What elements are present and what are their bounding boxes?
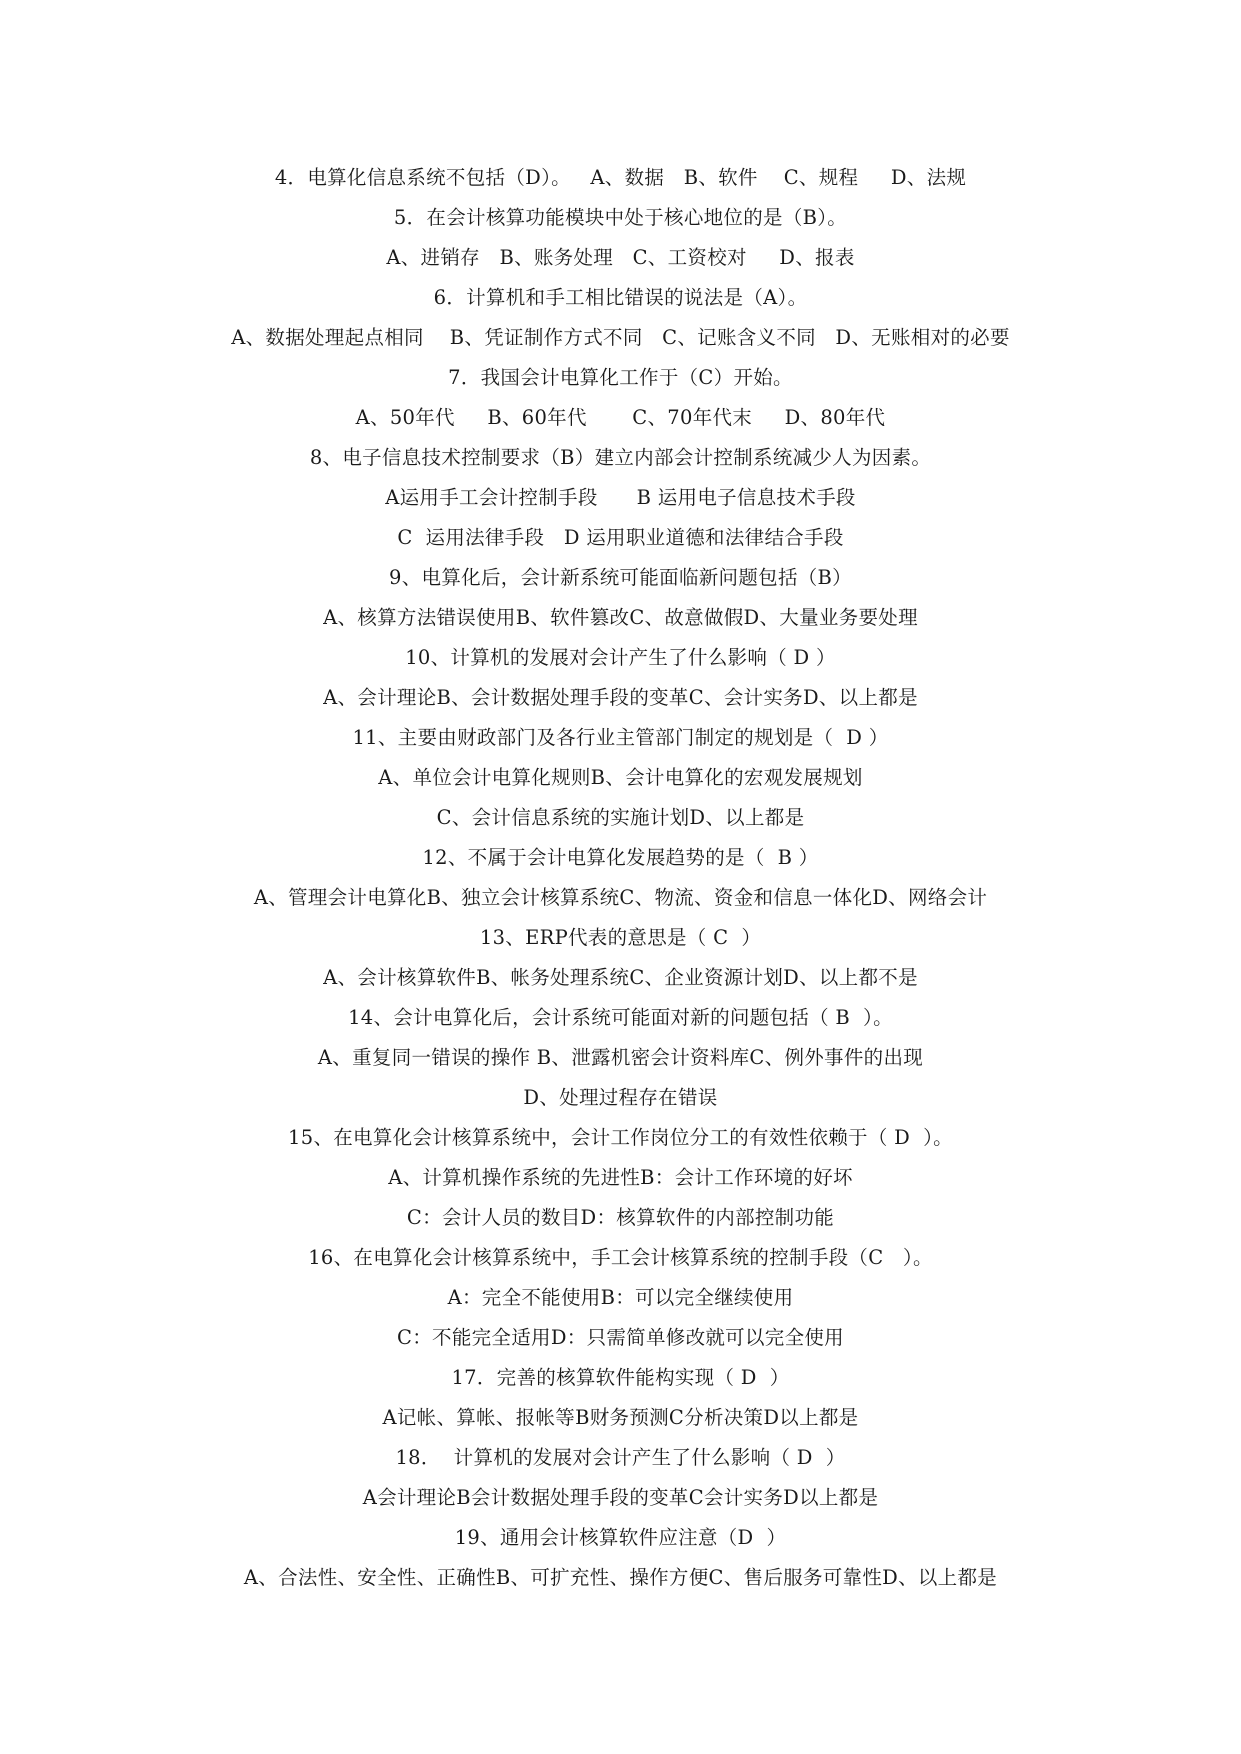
question-10-line: 10、计算机的发展对会计产生了什么影响（ D ） xyxy=(405,646,836,669)
question-7-line: 7．我国会计电算化工作于（C）开始。 xyxy=(448,366,793,389)
question-16-options-cd: C：不能完全适用D：只需简单修改就可以完全使用 xyxy=(397,1326,844,1349)
question-11-options-cd: C、会计信息系统的实施计划D、以上都是 xyxy=(436,806,805,829)
question-6-options: A、数据处理起点相同 B、凭证制作方式不同 C、记账含义不同 D、无账相对的必要 xyxy=(231,326,1010,349)
question-10-options: A、会计理论B、会计数据处理手段的变革C、会计实务D、以上都是 xyxy=(323,686,918,709)
question-13-line: 13、ERP代表的意思是（ C ） xyxy=(479,926,762,949)
question-17-options: A记帐、算帐、报帐等B财务预测C分析决策D以上都是 xyxy=(382,1406,859,1429)
question-12-line: 12、不属于会计电算化发展趋势的是（ B ） xyxy=(422,846,819,869)
question-15-options-ab: A、计算机操作系统的先进性B：会计工作环境的好坏 xyxy=(388,1166,853,1189)
question-4-line: 4．电算化信息系统不包括（D）。 A、数据 B、软件 C、规程 D、法规 xyxy=(274,166,967,189)
question-11-options-ab: A、单位会计电算化规则B、会计电算化的宏观发展规划 xyxy=(378,766,863,789)
question-15-line: 15、在电算化会计核算系统中，会计工作岗位分工的有效性依赖于（ D ）。 xyxy=(288,1126,953,1149)
question-8-line: 8、电子信息技术控制要求（B）建立内部会计控制系统减少人为因素。 xyxy=(309,446,932,469)
question-11-line: 11、主要由财政部门及各行业主管部门制定的规划是（ D ） xyxy=(352,726,889,749)
question-13-options: A、会计核算软件B、帐务处理系统C、企业资源计划D、以上都不是 xyxy=(323,966,918,989)
question-19-options: A、合法性、安全性、正确性B、可扩充性、操作方便C、售后服务可靠性D、以上都是 xyxy=(243,1566,998,1589)
question-8-options-cd: C 运用法律手段 D 运用职业道德和法律结合手段 xyxy=(397,526,844,549)
question-14-options-d: D、处理过程存在错误 xyxy=(523,1086,718,1109)
question-12-options: A、管理会计电算化B、独立会计核算系统C、物流、资金和信息一体化D、网络会计 xyxy=(253,886,988,909)
question-18-line: 18． 计算机的发展对会计产生了什么影响（ D ） xyxy=(395,1446,846,1469)
question-8-options-ab: A运用手工会计控制手段 B 运用电子信息技术手段 xyxy=(385,486,856,509)
question-15-options-cd: C：会计人员的数目D：核算软件的内部控制功能 xyxy=(406,1206,835,1229)
question-17-line: 17．完善的核算软件能构实现（ D ） xyxy=(451,1366,790,1389)
question-5-options: A、进销存 B、账务处理 C、工资校对 D、报表 xyxy=(386,246,855,269)
question-14-options-abc: A、重复同一错误的操作 B、泄露机密会计资料库C、例外事件的出现 xyxy=(317,1046,924,1069)
question-7-options: A、50年代 B、60年代 C、70年代末 D、80年代 xyxy=(355,406,886,429)
question-6-line: 6．计算机和手工相比错误的说法是（A）。 xyxy=(433,286,808,309)
question-9-options: A、核算方法错误使用B、软件篡改C、故意做假D、大量业务要处理 xyxy=(323,606,918,629)
question-18-options: A会计理论B会计数据处理手段的变革C会计实务D以上都是 xyxy=(362,1486,879,1509)
document-page xyxy=(0,158,1241,1598)
question-5-line: 5．在会计核算功能模块中处于核心地位的是（B）。 xyxy=(393,206,848,229)
question-19-line: 19、通用会计核算软件应注意（D ） xyxy=(454,1526,787,1549)
question-16-line: 16、在电算化会计核算系统中，手工会计核算系统的控制手段（C ）。 xyxy=(308,1246,933,1269)
question-14-line: 14、会计电算化后，会计系统可能面对新的问题包括（ B ）。 xyxy=(348,1006,893,1029)
question-9-line: 9、电算化后，会计新系统可能面临新问题包括（B） xyxy=(389,566,852,589)
question-16-options-ab: A：完全不能使用B：可以完全继续使用 xyxy=(447,1286,794,1309)
